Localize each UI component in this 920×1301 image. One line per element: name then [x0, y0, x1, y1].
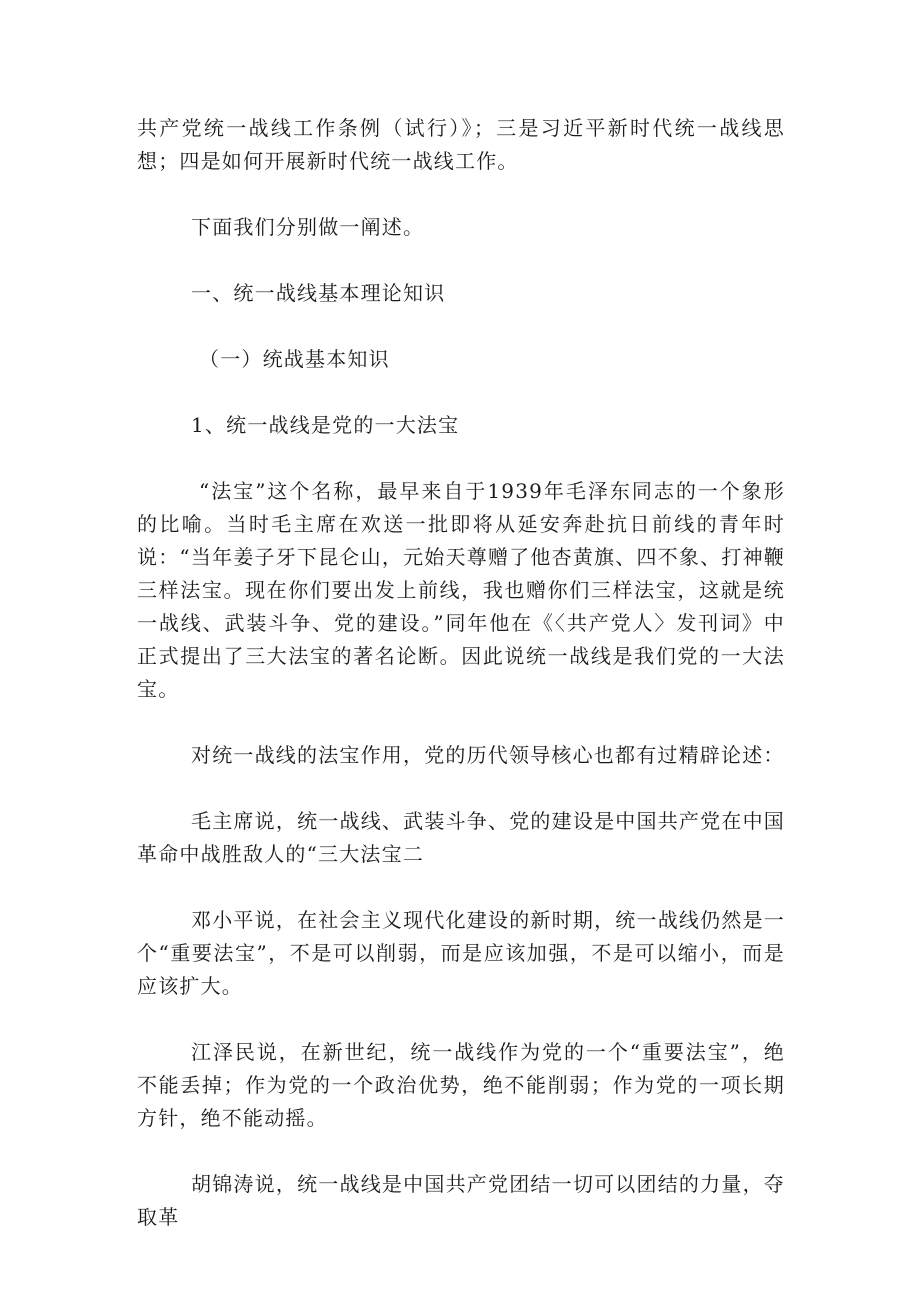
paragraph-leaders-intro: 对统一战线的法宝作用，党的历代领导核心也都有过精辟论述： [191, 743, 785, 767]
paragraph-mao-quote: 毛主席说，统一战线、武装斗争、党的建设是中国共产党在中国革命中战胜敌人的“三大法宝二 [137, 809, 785, 866]
subsection-heading-1: （一）统战基本知识 [199, 347, 390, 371]
paragraph-jiang-quote: 江泽民说，在新世纪，统一战线作为党的一个“重要法宝”，绝不能丢掉；作为党的一个政治优势，绝不能削弱；作为党的一项长期方针，绝不能动摇。 [137, 1040, 785, 1130]
item-heading-1: 1、统一战线是党的一大法宝 [191, 413, 460, 437]
paragraph-hu-quote: 胡锦涛说，统一战线是中国共产党团结一切可以团结的力量，夺取革 [137, 1172, 785, 1229]
paragraph-transition: 下面我们分别做一阐述。 [191, 215, 425, 239]
paragraph-intro-continuation: 共产党统一战线工作条例（试行）》；三是习近平新时代统一战线思想；四是如何开展新时代统一战线工作。 [137, 116, 785, 173]
section-heading-1: 一、统一战线基本理论知识 [191, 281, 446, 305]
paragraph-fabao-origin: “法宝”这个名称，最早来自于1939年毛泽东同志的一个象形的比喻。当时毛主席在欢送一批即将从延安奔赴抗日前线的青年时说：“当年姜子牙下昆仑山，元始天尊赠了他杏黄旗、四不象、打神鞭三样法宝。现在你们要出发上前线，我也赠你们三样法宝，这就是统一战线、武装斗争、党的建设。”同年他在《〈共产党人〉发刊词》中正式提出了三大法宝的著名论断。因此说统一战线是我们党的一大法宝。 [137, 479, 785, 701]
paragraph-deng-quote: 邓小平说，在社会主义现代化建设的新时期，统一战线仍然是一个“重要法宝”，不是可以削弱，而是应该加强，不是可以缩小，而是应该扩大。 [137, 908, 785, 998]
